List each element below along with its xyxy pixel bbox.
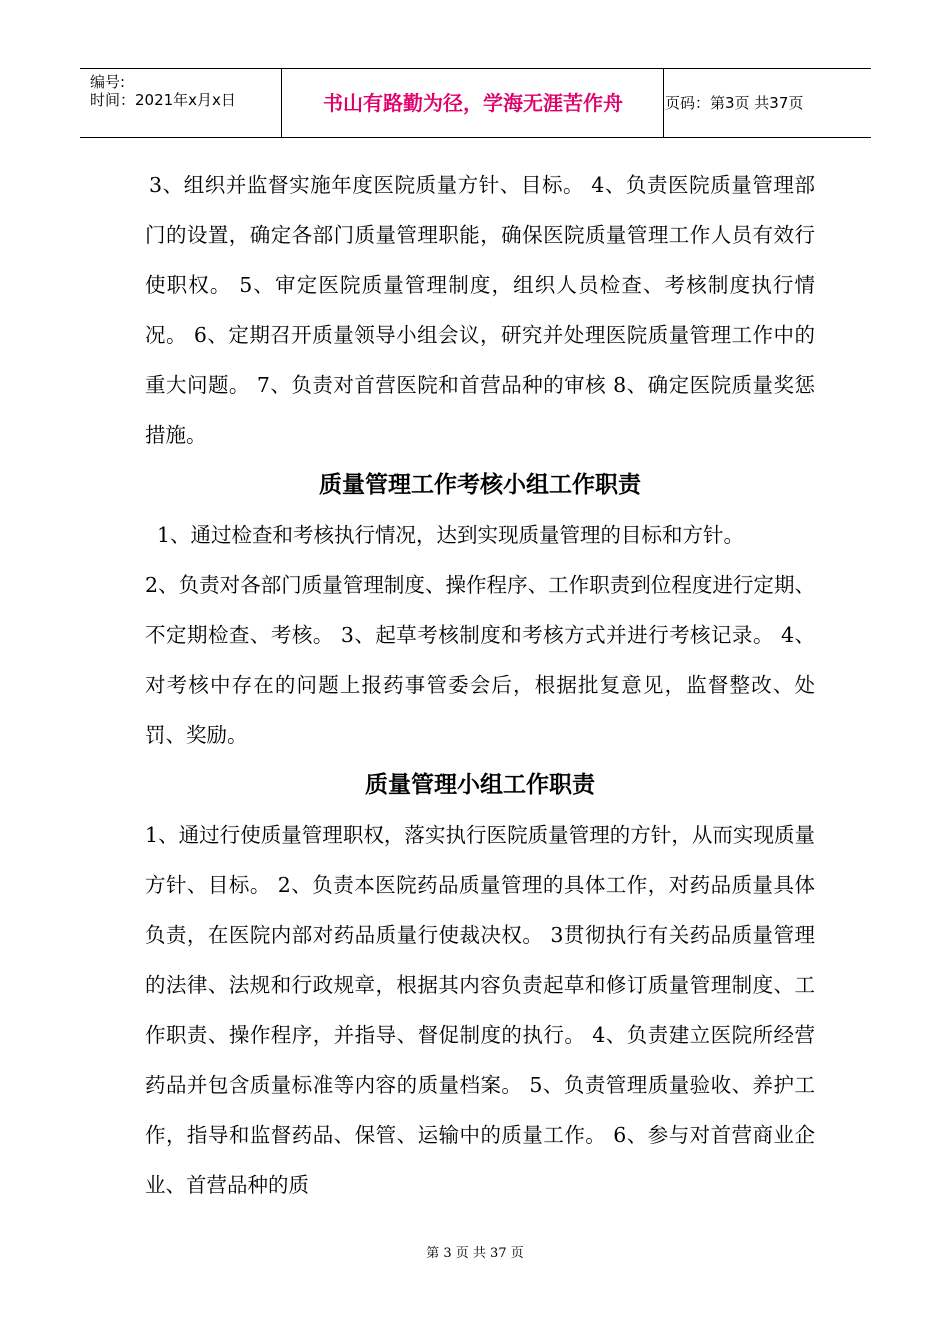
header-motto: 书山有路勤为径，学海无涯苦作舟	[323, 91, 623, 115]
document-date: 时间：2021年x月x日	[90, 91, 236, 109]
page-footer: 第 3 页 共 37 页	[426, 1246, 524, 1261]
header-divider	[663, 69, 664, 137]
paragraph: 2、负责对各部门质量管理制度、操作程序、工作职责到位程度进行定期、不定期检查、考核。 3、起草考核制度和考核方式并进行考核记录。 4、对考核中存在的问题上报药事管委会后，根据批复意见，监督整改、处罚、奖励。	[145, 573, 815, 747]
paragraph: 3、组织并监督实施年度医院质量方针、目标。 4、负责医院质量管理部门的设置，确定各部门质量管理职能，确保医院质量管理工作人员有效行使职权。 5、审定医院质量管理制度，组织人员检查、考核制度执行情况。 6、定期召开质量领导小组会议，研究并处理医院质量管理工作中的重大问题。 7、负责对首营医院和首营品种的审核 8、确定医院质量奖惩措施。	[145, 173, 815, 447]
document-number-label: 编号:	[90, 73, 126, 91]
document-body	[145, 160, 815, 1210]
section-heading: 质量管理小组工作职责	[365, 771, 595, 798]
header-meta	[90, 73, 236, 109]
paragraph: 1、通过行使质量管理职权，落实执行医院质量管理的方针，从而实现质量方针、目标。 2、负责本医院药品质量管理的具体工作，对药品质量具体负责，在医院内部对药品质量行使裁决权。 3贯彻执行有关药品质量管理的法律、法规和行政规章，根据其内容负责起草和修订质量管理制度、工作职责、操作程序，并指导、督促制度的执行。 4、负责建立医院所经营药品并包含质量标准等内容的质量档案。 5、负责管理质量验收、养护工作，指导和监督药品、保管、运输中的质量工作。 6、参与对首营商业企业、首营品种的质	[145, 823, 815, 1197]
section-heading: 质量管理工作考核小组工作职责	[319, 471, 641, 498]
header-divider	[281, 69, 282, 137]
header-page-code: 页码：第3页 共37页	[665, 94, 804, 112]
page-header	[80, 68, 871, 138]
paragraph: 1、通过检查和考核执行情况，达到实现质量管理的目标和方针。	[157, 523, 745, 547]
